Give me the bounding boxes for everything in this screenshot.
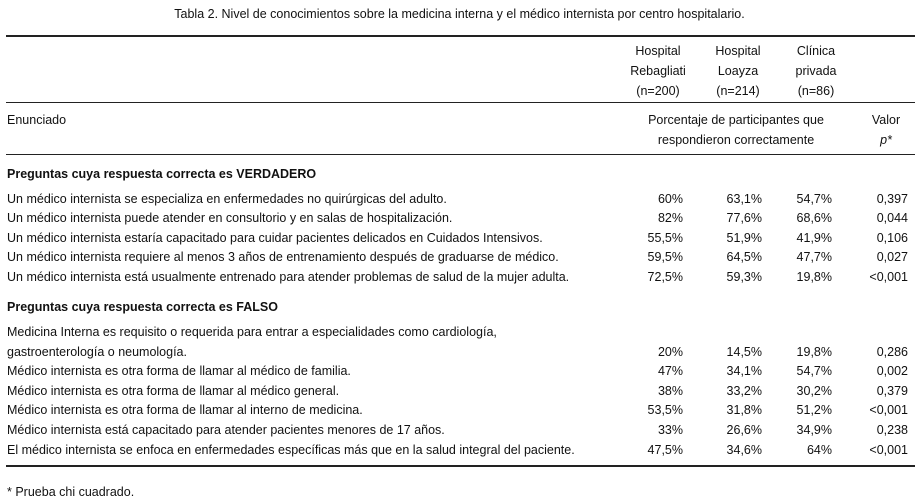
statement-text: Un médico internista puede atender en consultorio y en salas de hospitalización. — [7, 211, 453, 225]
value-p: 0,002 — [876, 364, 908, 378]
col-header-line: Rebagliati — [630, 64, 686, 78]
value-loayza: 63,1% — [726, 192, 762, 206]
bottom-rule — [6, 465, 915, 467]
value-clinica: 41,9% — [796, 231, 832, 245]
value-rebagliati: 82% — [657, 211, 683, 225]
value-rebagliati: 33% — [657, 423, 683, 437]
section-title-false: Preguntas cuya respuesta correcta es FALSO — [7, 300, 278, 314]
value-loayza: 77,6% — [726, 211, 762, 225]
value-rebagliati: 59,5% — [647, 250, 683, 264]
value-rebagliati: 38% — [657, 384, 683, 398]
statement-text: Médico internista es otra forma de llamar al médico general. — [7, 384, 340, 398]
value-rebagliati: 47% — [657, 364, 683, 378]
value-p: <0,001 — [869, 270, 908, 284]
value-loayza: 34,6% — [726, 443, 762, 457]
statement-text: Un médico internista requiere al menos 3 años de entrenamiento después de graduarse de médico. — [7, 250, 559, 264]
value-rebagliati: 72,5% — [647, 270, 683, 284]
col-header-line: (n=214) — [716, 84, 760, 98]
value-clinica: 34,9% — [796, 423, 832, 437]
statement-text: gastroenterología o neumología. — [7, 345, 187, 359]
percentage-header — [618, 110, 854, 150]
value-rebagliati: 55,5% — [647, 231, 683, 245]
statement-text: Médico internista está capacitado para atender pacientes menores de 17 años. — [7, 423, 445, 437]
col-header-line: Hospital — [635, 44, 681, 58]
value-loayza: 34,1% — [726, 364, 762, 378]
section-title-true: Preguntas cuya respuesta correcta es VERDADERO — [7, 167, 317, 181]
value-rebagliati: 47,5% — [647, 443, 683, 457]
value-loayza: 26,6% — [726, 423, 762, 437]
percentage-header-line: Porcentaje de participantes que — [648, 113, 824, 127]
value-loayza: 64,5% — [726, 250, 762, 264]
col-header-line: (n=86) — [797, 84, 835, 98]
value-loayza: 59,3% — [726, 270, 762, 284]
statement-text: El médico internista se enfoca en enfermedades específicas más que en la salud integral del paciente. — [7, 443, 575, 457]
statement-text: Medicina Interna es requisito o requerida para entrar a especialidades como cardiología, — [7, 325, 497, 339]
value-loayza: 51,9% — [726, 231, 762, 245]
value-p: <0,001 — [869, 403, 908, 417]
value-clinica: 64% — [806, 443, 832, 457]
value-p: 0,379 — [876, 384, 908, 398]
value-clinica: 19,8% — [796, 345, 832, 359]
col-header-rebagliati — [618, 41, 698, 101]
col-header-line: Loayza — [717, 64, 759, 78]
value-p: 0,027 — [876, 250, 908, 264]
value-clinica: 51,2% — [796, 403, 832, 417]
value-rebagliati: 53,5% — [647, 403, 683, 417]
subheader-rule — [6, 154, 915, 155]
statement-text: Médico internista es otra forma de llamar al interno de medicina. — [7, 403, 363, 417]
value-p: 0,397 — [876, 192, 908, 206]
value-p: 0,286 — [876, 345, 908, 359]
table-caption: Tabla 2. Nivel de conocimientos sobre la medicina interna y el médico internista por centro hospitalario. — [174, 7, 745, 21]
col-header-line: Clínica — [796, 44, 836, 58]
value-p: 0,044 — [876, 211, 908, 225]
value-clinica: 68,6% — [796, 211, 832, 225]
value-rebagliati: 60% — [657, 192, 683, 206]
statement-text: Un médico internista está usualmente entrenado para atender problemas de salud de la mujer adulta. — [7, 270, 570, 284]
percentage-header-line: respondieron correctamente — [657, 133, 815, 147]
col-header-line: Hospital — [715, 44, 761, 58]
value-p: 0,238 — [876, 423, 908, 437]
value-clinica: 19,8% — [796, 270, 832, 284]
p-value-header-line: p* — [880, 133, 892, 147]
col-header-line: privada — [795, 64, 837, 78]
value-clinica: 47,7% — [796, 250, 832, 264]
col-header-line: (n=200) — [636, 84, 680, 98]
col-header-loayza — [699, 41, 777, 101]
statement-text: Un médico internista estaría capacitado para cuidar pacientes delicados en Cuidados Intensivos. — [7, 231, 543, 245]
top-rule — [6, 35, 915, 37]
footnote: * Prueba chi cuadrado. — [7, 485, 135, 499]
col-header-clinica — [778, 41, 854, 101]
value-p: <0,001 — [869, 443, 908, 457]
value-clinica: 30,2% — [796, 384, 832, 398]
p-value-header-line: Valor — [871, 113, 901, 127]
p-value-header — [856, 110, 916, 150]
value-clinica: 54,7% — [796, 192, 832, 206]
header-rule — [6, 102, 915, 103]
statement-text: Médico internista es otra forma de llamar al médico de familia. — [7, 364, 351, 378]
enunciado-header: Enunciado — [7, 113, 67, 127]
statement-text: Un médico internista se especializa en enfermedades no quirúrgicas del adulto. — [7, 192, 447, 206]
value-loayza: 14,5% — [726, 345, 762, 359]
value-loayza: 31,8% — [726, 403, 762, 417]
value-clinica: 54,7% — [796, 364, 832, 378]
value-rebagliati: 20% — [657, 345, 683, 359]
value-loayza: 33,2% — [726, 384, 762, 398]
value-p: 0,106 — [876, 231, 908, 245]
